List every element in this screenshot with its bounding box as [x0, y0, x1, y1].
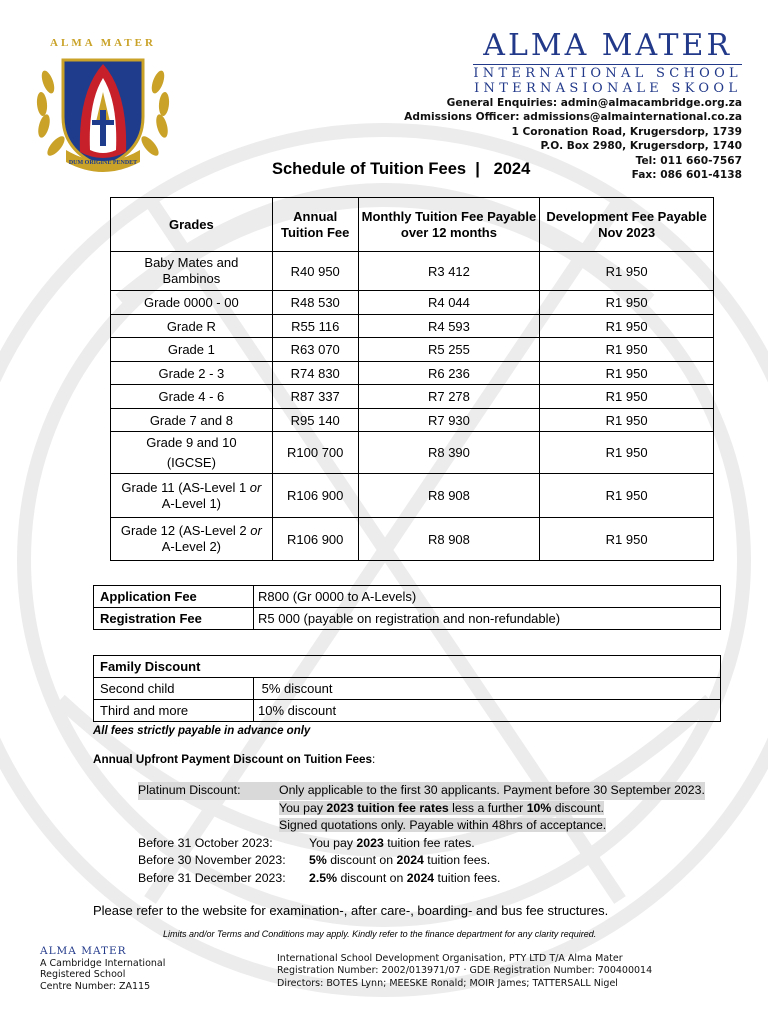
- table-row: [111, 362, 714, 385]
- discount-value: 10% discount: [254, 700, 721, 722]
- october-text: [309, 835, 475, 853]
- annual-cell: R40 950: [272, 252, 358, 291]
- development-cell: R1 950: [540, 474, 714, 518]
- text-part: discount.: [551, 800, 604, 815]
- footer-company-line: International School Development Organisation, PTY LTD T/A Alma Mater: [277, 953, 623, 964]
- footer-left-block: [40, 946, 165, 992]
- november-line: [138, 852, 705, 870]
- table-row: [111, 252, 714, 291]
- text-part-bold: 10%: [526, 800, 552, 815]
- development-cell: R1 950: [540, 409, 714, 432]
- annual-cell: R55 116: [272, 315, 358, 338]
- development-cell: R1 950: [540, 518, 714, 561]
- family-discount-title: Family Discount: [94, 656, 721, 678]
- monthly-cell: R5 255: [358, 338, 540, 362]
- registration-fee-row: [94, 608, 721, 630]
- text-part: discount on: [337, 870, 407, 885]
- discount-value: 5% discount: [254, 678, 721, 700]
- text-part-bold: 2023 tuition fee rates: [326, 800, 449, 815]
- text-part: tuition fees.: [434, 870, 501, 885]
- grade-cell: Grade 4 - 6: [111, 385, 273, 409]
- registration-fee-value: R5 000 (payable on registration and non-refundable): [254, 608, 721, 630]
- upfront-heading-colon: :: [372, 753, 376, 766]
- platinum-line-2: [138, 800, 705, 818]
- grade-or: or: [250, 523, 262, 538]
- table-row: [111, 385, 714, 409]
- development-cell: R1 950: [540, 291, 714, 315]
- telephone: Tel: 011 660-7567: [635, 154, 742, 167]
- header-monthly: Monthly Tuition Fee Payable over 12 months: [358, 198, 540, 252]
- text-part-bold: 2.5%: [309, 870, 338, 885]
- development-cell: R1 950: [540, 362, 714, 385]
- development-cell: R1 950: [540, 385, 714, 409]
- monthly-cell: R4 044: [358, 291, 540, 315]
- monthly-cell: R8 390: [358, 432, 540, 474]
- upfront-heading-text: Annual Upfront Payment Discount on Tuition Fees: [93, 753, 372, 766]
- advance-payment-note: All fees strictly payable in advance only: [93, 725, 311, 737]
- platinum-line-3: [138, 817, 705, 835]
- fax: Fax: 086 601-4138: [631, 169, 742, 182]
- website-reference-note: Please refer to the website for examination-, after care-, boarding- and bus fee structures.: [93, 903, 609, 918]
- annual-cell: R95 140: [272, 409, 358, 432]
- november-text: [309, 852, 490, 870]
- platinum-quotation-note: Signed quotations only. Payable within 48hrs of acceptance.: [279, 818, 607, 832]
- tuition-fees-table: [110, 197, 714, 561]
- grade-text: Grade 11 (AS-Level 1: [121, 479, 250, 495]
- family-discount-header: [94, 656, 721, 678]
- crest-motto-top: ALMA MATER: [50, 37, 156, 49]
- discount-label: Second child: [94, 678, 254, 700]
- grade-cell: Grade 9 and 10 (IGCSE): [111, 432, 273, 474]
- table-row: [111, 432, 714, 474]
- footer-left-line: A Cambridge International: [40, 957, 166, 969]
- october-label: Before 31 October 2023:: [138, 835, 273, 850]
- november-label: Before 30 November 2023:: [138, 853, 286, 867]
- annual-cell: R74 830: [272, 362, 358, 385]
- text-part-bold: 2023: [356, 835, 384, 850]
- development-cell: R1 950: [540, 338, 714, 362]
- postal-address: P.O. Box 2980, Krugersdorp, 1740: [540, 140, 742, 153]
- development-cell: R1 950: [540, 252, 714, 291]
- platinum-line-1: [138, 782, 705, 800]
- grade-text: A-Level 2): [161, 539, 221, 554]
- crest-motto-ribbon: DUM ORIGINE PENDET: [68, 160, 138, 166]
- school-crest-logo: [28, 22, 178, 182]
- monthly-cell: R7 930: [358, 409, 540, 432]
- monthly-cell: R8 908: [358, 518, 540, 561]
- text-part-bold: 2024: [396, 853, 424, 867]
- admissions-officer: Admissions Officer: admissions@almainternational.co.za: [404, 111, 742, 124]
- footer-right-block: [277, 953, 652, 990]
- footer-school-name: ALMA MATER: [40, 945, 127, 957]
- grade-cell: [111, 518, 273, 561]
- grade-cell: Grade 2 - 3: [111, 362, 273, 385]
- footer-left-line: Registered School: [40, 969, 126, 980]
- annual-cell: R106 900: [272, 518, 358, 561]
- school-subtitle-english: INTERNATIONAL SCHOOL: [473, 66, 742, 81]
- street-address: 1 Coronation Road, Krugersdorp, 1739: [511, 125, 742, 138]
- table-row: [111, 291, 714, 315]
- december-label: Before 31 December 2023:: [138, 870, 286, 885]
- school-name: ALMA MATER: [483, 28, 733, 63]
- school-letterhead: [473, 30, 742, 96]
- platinum-label: Platinum Discount:: [138, 782, 279, 800]
- october-line: [138, 835, 705, 853]
- grade-cell: Grade 7 and 8: [111, 409, 273, 432]
- table-row: [94, 678, 721, 700]
- header-annual: Annual Tuition Fee: [272, 198, 358, 252]
- header-development: Development Fee Payable Nov 2023: [540, 198, 714, 252]
- upfront-heading: [93, 753, 375, 766]
- monthly-cell: R7 278: [358, 385, 540, 409]
- grade-cell: Grade 1: [111, 338, 273, 362]
- grade-or: or: [249, 479, 262, 495]
- grade-cell: Grade R: [111, 315, 273, 338]
- text-part-bold: 2024: [406, 870, 435, 885]
- grade-text: Grade 12 (AS-Level 2: [120, 523, 251, 538]
- platinum-rate-text: [279, 801, 604, 815]
- letterhead-divider: [473, 64, 742, 65]
- application-registration-table: [93, 585, 721, 630]
- text-part: less a further: [448, 800, 527, 815]
- annual-cell: R48 530: [272, 291, 358, 315]
- application-fee-row: [94, 586, 721, 608]
- text-part: tuition fee rates.: [383, 835, 475, 850]
- footer-registration-line: Registration Number: 2002/013971/07 · GDE Registration Number: 700400014: [277, 965, 653, 977]
- annual-cell: R63 070: [272, 338, 358, 362]
- grade-cell: Grade 0000 - 00: [111, 291, 273, 315]
- table-row: [111, 409, 714, 432]
- family-discount-table: [93, 655, 721, 722]
- table-row: [111, 338, 714, 362]
- annual-cell: R87 337: [272, 385, 358, 409]
- table-header-row: [111, 198, 714, 252]
- school-subtitle-afrikaans: INTERNASIONALE SKOOL: [474, 81, 742, 96]
- text-part: discount on: [326, 853, 397, 867]
- grade-cell: [111, 474, 273, 518]
- footer-directors-line: Directors: BOTES Lynn; MEESKE Ronald; MOIR James; TATTERSALL Nigel: [277, 977, 618, 989]
- grade-cell: Baby Mates and Bambinos: [111, 252, 273, 291]
- text-part: You pay: [279, 800, 327, 815]
- application-fee-label: Application Fee: [94, 586, 254, 608]
- upfront-discount-list: [138, 782, 705, 887]
- monthly-cell: R6 236: [358, 362, 540, 385]
- text-part: tuition fees.: [423, 853, 491, 867]
- table-row: [111, 518, 714, 561]
- annual-cell: R106 900: [272, 474, 358, 518]
- application-fee-value: R800 (Gr 0000 to A-Levels): [254, 586, 721, 608]
- monthly-cell: R4 593: [358, 315, 540, 338]
- december-line: [138, 870, 705, 888]
- general-enquiries: General Enquiries: admin@almacambridge.org.za: [446, 97, 742, 109]
- header-grades: Grades: [111, 198, 273, 252]
- registration-fee-label: Registration Fee: [94, 608, 254, 630]
- table-row: [111, 315, 714, 338]
- grade-text: A-Level 1): [161, 495, 221, 511]
- development-cell: R1 950: [540, 432, 714, 474]
- limits-note: Limits and/or Terms and Conditions may apply. Kindly refer to the finance department for any clarity required.: [163, 929, 597, 939]
- footer-left-line: Centre Number: ZA115: [40, 980, 151, 992]
- annual-cell: R100 700: [272, 432, 358, 474]
- table-row: [94, 700, 721, 722]
- december-text: [309, 870, 500, 888]
- document-title: Schedule of Tuition Fees | 2024: [272, 160, 531, 178]
- monthly-cell: R3 412: [358, 252, 540, 291]
- table-row: [111, 474, 714, 518]
- text-part-bold: 5%: [309, 853, 327, 867]
- platinum-condition: Only applicable to the first 30 applicants. Payment before 30 September 2023.: [279, 782, 705, 800]
- development-cell: R1 950: [540, 315, 714, 338]
- text-part: You pay: [309, 835, 357, 850]
- monthly-cell: R8 908: [358, 474, 540, 518]
- discount-label: Third and more: [94, 700, 254, 722]
